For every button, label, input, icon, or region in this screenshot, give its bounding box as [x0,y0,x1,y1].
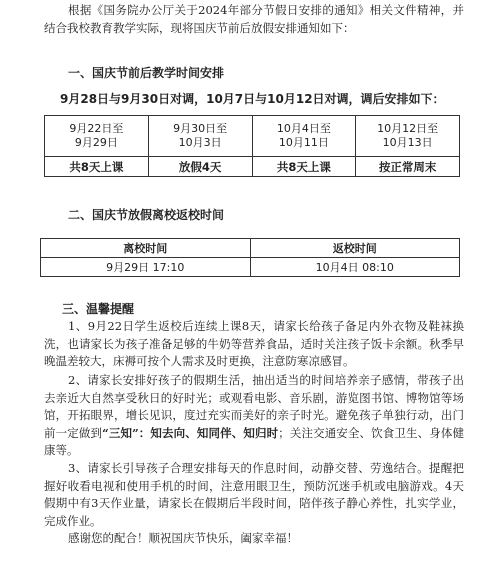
schedule-cell-label: 按正常周末 [356,157,460,177]
schedule-cell-dates: 9月30日至 10月3日 [148,116,252,157]
schedule-cell-dates: 9月22日至 9月29日 [45,116,149,157]
schedule-cell-label: 共8天上课 [252,157,356,177]
leave-time-header: 离校时间 [41,239,251,258]
schedule-cell-label: 共8天上课 [45,157,149,177]
section-2-heading: 二、国庆节放假离校返校时间 [68,208,225,222]
schedule-cell-label: 放假4天 [148,157,252,177]
three-knows-emphasis: “三知”：知去向、知同伴、知归时 [102,425,279,440]
reminder-2-text: 2、请家长安排好孩子的假期生活，抽出适当的时间培养亲子感情，带孩子出去亲近大自然享受秋日的好时光；或观看电影、音乐剧，游览图书馆、博物馆等场馆，开拓眼界，增长见识，度过充实而美好的亲子时光。避免孩子单独行动，出门前一定做到 [44,373,464,440]
schedule-cell-dates: 10月4日至 10月11日 [252,116,356,157]
leave-return-table [40,238,460,277]
return-time-header: 返校时间 [250,239,460,258]
reminder-paragraph-2 [44,372,464,460]
section-3-heading: 三、温馨提醒 [62,302,135,316]
reminder-paragraph-3: 3、请家长引导孩子合理安排每天的作息时间，动静交替、劳逸结合。提醒把握好收看电视和使用手机的时间，注意用眼卫生，预防沉迷手机或电脑游戏。4天假期中有3天作业量，请家长在假期后半段时间，陪伴孩子静心养性，扎实学业，完成作业。 [44,461,464,528]
return-time-value: 10月4日 08:10 [250,258,460,277]
section-1-heading: 一、国庆节前后教学时间安排 [68,66,225,80]
closing-thanks: 感谢您的配合！顺祝国庆节快乐，阖家幸福！ [68,531,298,545]
schedule-cell-dates: 10月12日至 10月13日 [356,116,460,157]
reminder-paragraph-1: 1、9月22日学生返校后连续上课8天，请家长给孩子备足内外衣物及鞋袜换洗，也请家长为孩子准备足够的牛奶等营养食品，适时关注孩子饭卡余额。秋季早晚温差较大，床褥可按个人需求及时更换，注意防寒凉感冒。 [44,319,464,368]
intro-line-2: 结合我校教育教学实际，现将国庆节前后放假安排通知如下： [44,20,355,35]
schedule-swap-line: 9月28日与9月30日对调，10月7日与10月12日对调，调后安排如下： [60,92,445,106]
reminder-2-tail: ；关注交通安全、饮食卫生、身体健康等。 [44,425,464,457]
schedule-table [44,115,460,177]
leave-time-value: 9月29日 17:10 [41,258,251,277]
intro-line-1: 根据《国务院办公厅关于2024年部分节假日安排的通知》相关文件精神，并 [68,3,464,17]
intro-paragraph [44,2,464,37]
